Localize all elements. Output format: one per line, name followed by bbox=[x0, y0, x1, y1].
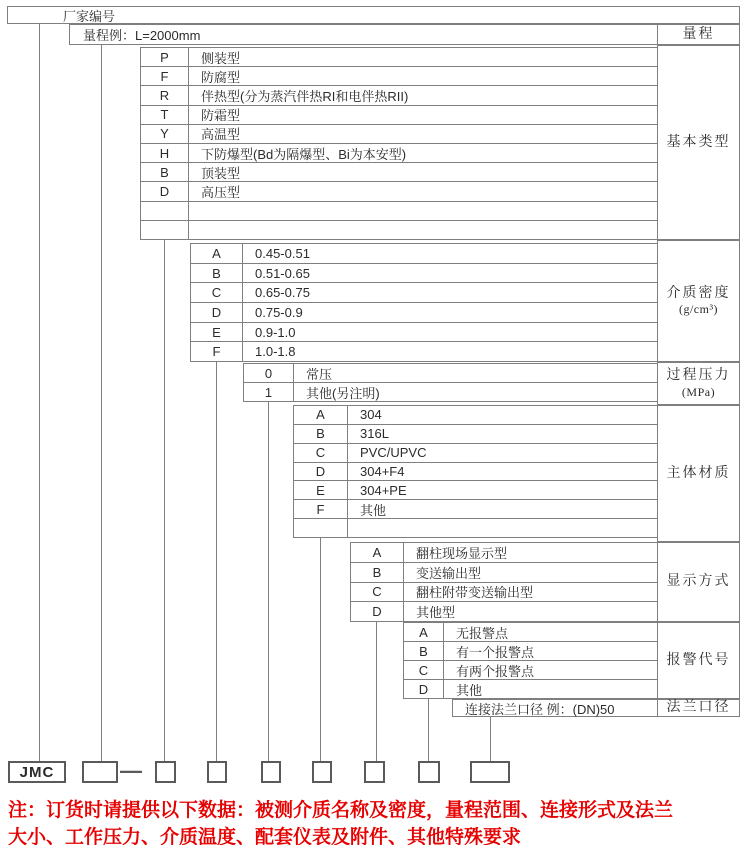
table-row bbox=[351, 562, 657, 582]
ordering-note-line1: 注：订货时请提供以下数据：被测介质名称及密度，量程范围、连接形式及法兰 bbox=[8, 800, 674, 821]
section-label-pressure bbox=[657, 362, 740, 405]
code-cell: B bbox=[191, 264, 243, 283]
code-cell: D bbox=[191, 303, 243, 322]
code-box-flange bbox=[470, 761, 510, 783]
table-row bbox=[294, 518, 657, 537]
table-row bbox=[294, 462, 657, 481]
table-row bbox=[141, 162, 657, 181]
code-cell: B bbox=[404, 642, 444, 660]
desc-cell: 高压型 bbox=[201, 185, 241, 201]
model-separator-dash: — bbox=[120, 758, 142, 783]
code-cell: D bbox=[351, 602, 404, 621]
table-row bbox=[141, 48, 657, 66]
alarm-code-table bbox=[403, 622, 658, 699]
desc-cell: 有两个报警点 bbox=[456, 663, 535, 679]
desc-cell: 翻柱现场显示型 bbox=[416, 545, 508, 561]
code-cell bbox=[141, 221, 189, 239]
code-box-alarm bbox=[418, 761, 440, 783]
table-row bbox=[191, 244, 657, 263]
code-cell: A bbox=[351, 543, 404, 562]
code-cell: D bbox=[141, 182, 189, 200]
table-row bbox=[191, 263, 657, 283]
desc-cell: 0.65-0.75 bbox=[255, 285, 310, 301]
desc-cell bbox=[348, 519, 360, 537]
desc-cell: 其他型 bbox=[416, 605, 456, 621]
desc-cell: 0.9-1.0 bbox=[255, 324, 296, 340]
table-row bbox=[191, 282, 657, 302]
material-table bbox=[293, 405, 658, 538]
table-row bbox=[294, 480, 657, 499]
table-row bbox=[141, 105, 657, 124]
section-label-text: 过程压力 bbox=[666, 368, 731, 384]
code-cell: H bbox=[141, 144, 189, 162]
range-example-text: 量程例：L=2000mm bbox=[83, 28, 201, 43]
desc-cell: 其他(另注明) bbox=[306, 385, 380, 401]
code-cell: A bbox=[404, 623, 444, 641]
code-cell: 0 bbox=[244, 364, 294, 382]
manufacturer-code-bar bbox=[7, 6, 740, 24]
code-cell: D bbox=[294, 463, 348, 481]
code-cell: B bbox=[294, 425, 348, 443]
desc-cell: 0.51-0.65 bbox=[255, 265, 310, 281]
connector-line-alarm bbox=[428, 699, 429, 762]
section-label-text: 介质密度 bbox=[666, 285, 731, 301]
connector-line-density bbox=[216, 362, 217, 762]
code-cell: 1 bbox=[244, 383, 294, 401]
code-cell bbox=[141, 202, 189, 220]
section-label-unit: (g/cm³) bbox=[678, 302, 719, 317]
table-row bbox=[191, 322, 657, 342]
connector-line-basic-type bbox=[164, 240, 165, 762]
table-row bbox=[141, 143, 657, 162]
connector-line-display bbox=[376, 622, 377, 762]
code-cell: A bbox=[294, 406, 348, 424]
code-cell: C bbox=[191, 283, 243, 302]
code-box-density bbox=[207, 761, 227, 783]
desc-cell: 304+PE bbox=[360, 482, 407, 498]
code-cell: R bbox=[141, 86, 189, 104]
desc-cell bbox=[189, 221, 201, 239]
pressure-table bbox=[243, 363, 658, 402]
desc-cell: 高温型 bbox=[201, 127, 241, 143]
code-cell: F bbox=[141, 67, 189, 85]
table-row bbox=[294, 424, 657, 443]
desc-cell: 下防爆型(Bd为隔爆型、Bi为本安型) bbox=[201, 146, 407, 162]
table-row bbox=[141, 66, 657, 85]
section-label-alarm bbox=[657, 622, 740, 699]
desc-cell: 其他 bbox=[456, 682, 483, 698]
table-row bbox=[141, 124, 657, 143]
table-row bbox=[453, 700, 657, 716]
desc-cell: 316L bbox=[360, 426, 389, 442]
model-prefix-box: JMC bbox=[8, 761, 66, 783]
table-row bbox=[351, 543, 657, 562]
table-row bbox=[294, 406, 657, 424]
desc-cell bbox=[189, 202, 201, 220]
basic-type-table bbox=[140, 47, 658, 240]
code-box-pressure bbox=[261, 761, 281, 783]
code-cell: T bbox=[141, 106, 189, 124]
section-label-text: 基本类型 bbox=[666, 134, 731, 150]
table-row bbox=[404, 623, 657, 641]
manufacturer-code-label: 厂家编号 bbox=[63, 8, 116, 24]
desc-cell: 顶装型 bbox=[201, 165, 241, 181]
code-cell bbox=[294, 519, 348, 537]
code-cell: E bbox=[294, 481, 348, 499]
desc-cell: 304+F4 bbox=[360, 464, 405, 479]
code-cell: E bbox=[191, 323, 243, 342]
desc-cell: 防霜型 bbox=[201, 108, 241, 124]
table-row bbox=[244, 364, 657, 382]
table-row bbox=[404, 660, 657, 679]
connector-line-pressure bbox=[268, 402, 269, 762]
table-row bbox=[141, 201, 657, 220]
section-label-flange bbox=[657, 699, 740, 717]
range-example-bar bbox=[69, 24, 658, 45]
desc-cell: 1.0-1.8 bbox=[255, 344, 296, 360]
section-label-range bbox=[657, 24, 740, 45]
code-cell: D bbox=[404, 680, 444, 698]
section-label-density bbox=[657, 240, 740, 362]
connector-line-manufacturer bbox=[39, 24, 40, 762]
table-row bbox=[191, 341, 657, 361]
section-label-display bbox=[657, 542, 740, 622]
desc-cell: 无报警点 bbox=[456, 625, 509, 641]
code-cell: Y bbox=[141, 125, 189, 143]
code-cell: F bbox=[191, 342, 243, 361]
ordering-note bbox=[8, 797, 673, 845]
connector-line-range bbox=[101, 45, 102, 762]
desc-cell: 常压 bbox=[306, 366, 333, 382]
section-label-text: 报警代号 bbox=[666, 652, 731, 668]
desc-cell: 侧装型 bbox=[201, 50, 241, 66]
table-row bbox=[404, 641, 657, 660]
density-table bbox=[190, 243, 658, 362]
desc-cell: 0.45-0.51 bbox=[255, 245, 310, 261]
section-label-text: 法兰口径 bbox=[666, 700, 731, 716]
table-row bbox=[141, 181, 657, 200]
code-cell: C bbox=[294, 444, 348, 462]
code-box-display bbox=[364, 761, 385, 783]
section-label-text: 主体材质 bbox=[666, 465, 731, 481]
desc-cell: 其他 bbox=[360, 502, 387, 518]
table-row bbox=[244, 382, 657, 401]
display-mode-table bbox=[350, 542, 658, 622]
table-row bbox=[141, 85, 657, 104]
code-box-range bbox=[82, 761, 118, 783]
desc-cell: 防腐型 bbox=[201, 69, 241, 85]
desc-cell: 连接法兰口径 例：(DN)50 bbox=[465, 701, 615, 717]
connector-line-flange bbox=[490, 717, 491, 762]
code-cell: P bbox=[141, 48, 189, 66]
code-cell: B bbox=[351, 563, 404, 582]
table-row bbox=[141, 220, 657, 239]
section-label-material bbox=[657, 405, 740, 542]
desc-cell: 翻柱附带变送输出型 bbox=[416, 585, 534, 601]
desc-cell: 有一个报警点 bbox=[456, 644, 535, 660]
section-label-text: 量程 bbox=[682, 26, 715, 42]
table-row bbox=[294, 499, 657, 518]
code-cell: B bbox=[141, 163, 189, 181]
code-cell: C bbox=[404, 661, 444, 679]
flange-size-row bbox=[452, 699, 658, 717]
table-row bbox=[294, 443, 657, 462]
desc-cell: 变送输出型 bbox=[416, 565, 482, 581]
desc-cell: 304 bbox=[360, 407, 382, 423]
section-label-text: 显示方式 bbox=[666, 574, 731, 590]
section-label-basic-type bbox=[657, 45, 740, 240]
code-cell: C bbox=[351, 583, 404, 602]
table-row bbox=[191, 302, 657, 322]
code-box-basic-type bbox=[155, 761, 176, 783]
code-cell: A bbox=[191, 244, 243, 263]
code-box-material bbox=[312, 761, 332, 783]
table-row bbox=[351, 582, 657, 602]
code-cell: F bbox=[294, 500, 348, 518]
desc-cell: PVC/UPVC bbox=[360, 445, 427, 461]
section-label-unit: (MPa) bbox=[681, 384, 716, 399]
table-row bbox=[404, 679, 657, 698]
desc-cell: 伴热型(分为蒸汽伴热RI和电伴热RII) bbox=[201, 89, 409, 105]
desc-cell: 0.75-0.9 bbox=[255, 304, 303, 320]
connector-line-material bbox=[320, 538, 321, 762]
table-row bbox=[351, 601, 657, 621]
ordering-note-line2: 大小、工作压力、介质温度、配套仪表及附件、其他特殊要求 bbox=[8, 827, 522, 845]
